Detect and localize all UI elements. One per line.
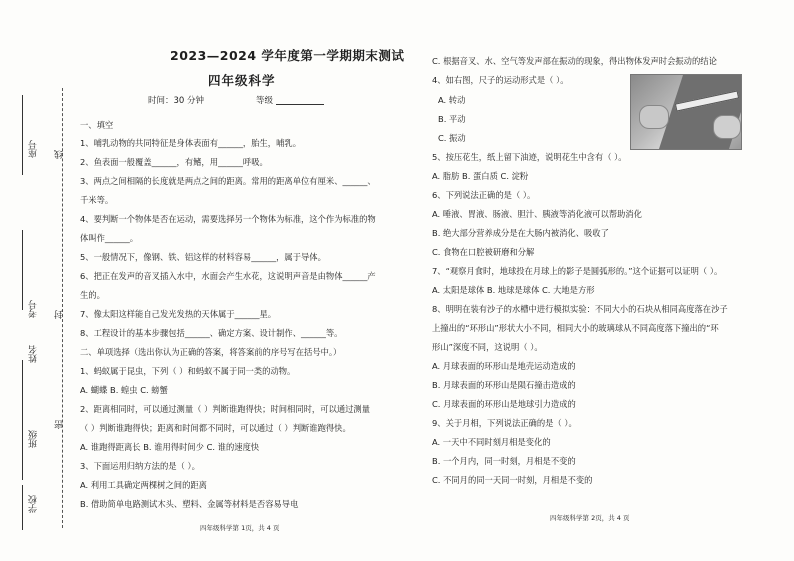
question-line: 千米等。 — [80, 195, 114, 205]
question-line: 3、两点之间相隔的长度就是两点之间的距离。常用的距离单位有厘米、______、 — [80, 176, 376, 186]
section-choice-heading: 二、单项选择（选出你认为正确的答案，将答案前的序号写在括号中。） — [80, 347, 342, 357]
class-label: 班级 — [29, 430, 39, 448]
question-line: 4、如右图，尺子的运动形式是（ ）。 — [432, 75, 569, 85]
option-line: B. 借助简单电路测试木头、塑料、金属等材料是否容易导电 — [80, 499, 299, 509]
hand-image — [713, 115, 741, 139]
option-line: A. 转动 — [438, 95, 466, 105]
exam-no-field-line — [22, 230, 23, 310]
question-line: 2、距离相同时，可以通过测量（ ）判断谁跑得快；时间相同时，可以通过测量 — [80, 404, 371, 414]
question-line: 1、哺乳动物的共同特征是身体表面有______，胎生，哺乳。 — [80, 138, 301, 148]
option-line: A. 太阳是球体 B. 地球是球体 C. 大地是方形 — [432, 285, 595, 295]
question-line: 上撞出的“环形山”形状大小不同，相同大小的玻璃球从不同高度落下撞出的“环 — [432, 323, 719, 333]
ruler-photo — [630, 74, 742, 150]
exam-subject: 四年级科学 — [208, 73, 276, 88]
level-label: 等级 — [256, 96, 274, 106]
class-field-line — [22, 410, 23, 480]
option-line: A. 谁跑得距离长 B. 谁用得时间少 C. 谁的速度快 — [80, 442, 260, 452]
question-line: 2、鱼表面一般覆盖______，有鳍，用______呼吸。 — [80, 157, 268, 167]
option-line: C. 根据音叉、水、空气等发声部在振动的现象，得出物体发声时会振动的结论 — [432, 56, 717, 66]
option-line: A. 脂肪 B. 蛋白质 C. 淀粉 — [432, 171, 529, 181]
question-line: 6、把正在发声的音叉插入水中，水面会产生水花，这说明声音是由物体______产 — [80, 271, 376, 281]
option-line: A. 利用工具确定两棵树之间的距离 — [80, 480, 207, 490]
name-field-line — [22, 360, 23, 410]
exam-no-label: 考号 — [29, 300, 39, 318]
question-line: 生的。 — [80, 290, 105, 300]
option-line: A. 月球表面的环形山是地壳运动造成的 — [432, 361, 576, 371]
question-line: 3、下面运用归纳方法的是（ ）。 — [80, 461, 200, 471]
question-line: 6、下列说法正确的是（ ）。 — [432, 190, 536, 200]
question-line: 7、“观察月食时，地球投在月球上的影子是圆弧形的。”这个证据可以证明（ ）。 — [432, 266, 723, 276]
level-blank-line — [276, 104, 324, 105]
option-line: B. 平动 — [438, 114, 466, 124]
option-line: B. 一个月内，同一时刻，月相是不变的 — [432, 456, 576, 466]
option-line: A. 蝴蝶 B. 蝗虫 C. 螃蟹 — [80, 385, 168, 395]
binding-strip — [0, 0, 80, 561]
option-line: C. 食物在口腔被研磨和分解 — [432, 247, 535, 257]
exam-title: 2023—2024 学年度第一学期期末测试 — [170, 48, 405, 63]
question-line: 5、一般情况下，像钢、铁、铝这样的材料容易______，属于导体。 — [80, 252, 326, 262]
school-label: 学校 — [29, 495, 39, 513]
seat-field-line — [22, 95, 23, 175]
option-line: C. 不同月的同一天同一时刻，月相是不变的 — [432, 475, 593, 485]
section-fill-heading: 一、填空 — [80, 120, 114, 130]
secret-label: 密 — [55, 420, 65, 429]
question-line: 体叫作______。 — [80, 233, 139, 243]
question-line: 形山”深度不同，这说明（ ）。 — [432, 342, 543, 352]
seal-label: 封 — [55, 310, 65, 319]
page-footer-left: 四年级科学第 1页，共 4 页 — [200, 524, 280, 532]
question-line: 5、按压花生，纸上留下油迹，说明花生中含有（ ）。 — [432, 152, 627, 162]
school-field-line — [22, 485, 23, 530]
line-label: 线 — [55, 150, 65, 159]
seat-label: 座号 — [29, 140, 39, 158]
question-line: 4、要判断一个物体是否在运动，需要选择另一个物体为标准，这个作为标准的物 — [80, 214, 376, 224]
page-footer-right: 四年级科学第 2页，共 4 页 — [550, 514, 630, 522]
option-line: B. 绝大部分营养成分是在大肠内被消化、吸收了 — [432, 228, 609, 238]
exam-time: 时间：30 分钟 — [148, 96, 205, 106]
hand-image — [639, 105, 669, 129]
question-line: （ ）判断谁跑得快；距离和时间都不同时，可以通过（ ）判断谁跑得快。 — [80, 423, 351, 433]
option-line: A. 一天中不同时刻月相是变化的 — [432, 437, 551, 447]
question-line: 1、蚂蚁属于昆虫，下列（ ）和蚂蚁不属于同一类的动物。 — [80, 366, 296, 376]
question-line: 8、明明在装有沙子的水槽中进行模拟实验：不同大小的石块从相同高度落在沙子 — [432, 304, 728, 314]
question-line: 8、工程设计的基本步骤包括______、确定方案、设计制作、______等。 — [80, 328, 343, 338]
option-line: A. 唾液、胃液、肠液、胆汁、胰液等消化液可以帮助消化 — [432, 209, 642, 219]
question-line: 9、关于月相，下列说法正确的是（ ）。 — [432, 418, 577, 428]
option-line: C. 振动 — [438, 133, 466, 143]
option-line: C. 月球表面的环形山是地球引力造成的 — [432, 399, 576, 409]
question-line: 7、像太阳这样能自己发光发热的天体属于______星。 — [80, 309, 277, 319]
option-line: B. 月球表面的环形山是陨石撞击造成的 — [432, 380, 576, 390]
name-label: 姓名 — [29, 345, 39, 363]
